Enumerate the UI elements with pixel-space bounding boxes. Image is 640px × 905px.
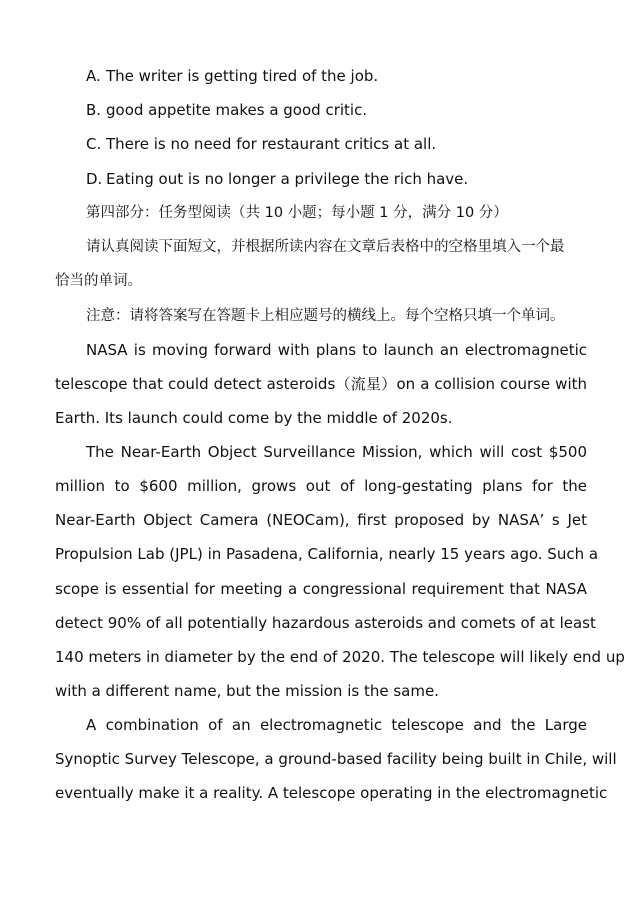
option-text: Eating out is no longer a privilege the rich have. — [106, 170, 469, 188]
passage-p2-line-4: Propulsion Lab (JPL) in Pasadena, California, nearly 15 years ago. Such a — [55, 545, 599, 563]
note-line: 注意：请将答案写在答题卡上相应题号的横线上。每个空格只填一个单词。 — [86, 308, 565, 324]
passage-p1-line-1: NASA is moving forward with plans to launch an electromagnetic — [86, 341, 587, 359]
passage-p2-line-7: 140 meters in diameter by the end of 2020. The telescope will likely end up — [55, 648, 625, 666]
option-c — [86, 134, 436, 154]
passage-p2-line-5: scope is essential for meeting a congressional requirement that NASA — [55, 580, 587, 598]
instruction-line-2: 恰当的单词。 — [55, 273, 142, 289]
passage-p2-line-6: detect 90% of all potentially hazardous asteroids and comets of at least — [55, 614, 596, 632]
option-a — [86, 66, 378, 86]
option-letter: A. — [86, 67, 101, 85]
option-text: The writer is getting tired of the job. — [106, 67, 379, 85]
option-letter: C. — [86, 135, 102, 153]
section-heading: 第四部分：任务型阅读（共 10 小题；每小题 1 分，满分 10 分） — [86, 205, 508, 221]
passage-p2-line-2: million to $600 million, grows out of long-gestating plans for the — [55, 477, 587, 495]
option-text: good appetite makes a good critic. — [106, 101, 368, 119]
option-d — [86, 169, 468, 189]
passage-p3-line-3: eventually make it a reality. A telescope operating in the electromagnetic — [55, 784, 608, 802]
instruction-line-1: 请认真阅读下面短文，并根据所读内容在文章后表格中的空格里填入一个最 — [86, 239, 565, 255]
passage-p2-line-1: The Near-Earth Object Surveillance Mission, which will cost $500 — [86, 443, 587, 461]
passage-p3-line-2: Synoptic Survey Telescope, a ground-based facility being built in Chile, will — [55, 750, 617, 768]
option-letter: D. — [86, 170, 103, 188]
passage-p1-line-2: telescope that could detect asteroids（流星）on a collision course with — [55, 375, 587, 393]
passage-p1-line-3: Earth. Its launch could come by the middle of 2020s. — [55, 409, 453, 427]
passage-p2-line-3: Near-Earth Object Camera (NEOCam), first proposed by NASA’ s Jet — [55, 511, 587, 529]
passage-p2-line-8: with a different name, but the mission is the same. — [55, 682, 439, 700]
option-text: There is no need for restaurant critics at all. — [106, 135, 437, 153]
option-letter: B. — [86, 101, 102, 119]
passage-p3-line-1: A combination of an electromagnetic telescope and the Large — [86, 716, 587, 734]
option-b — [86, 100, 367, 120]
